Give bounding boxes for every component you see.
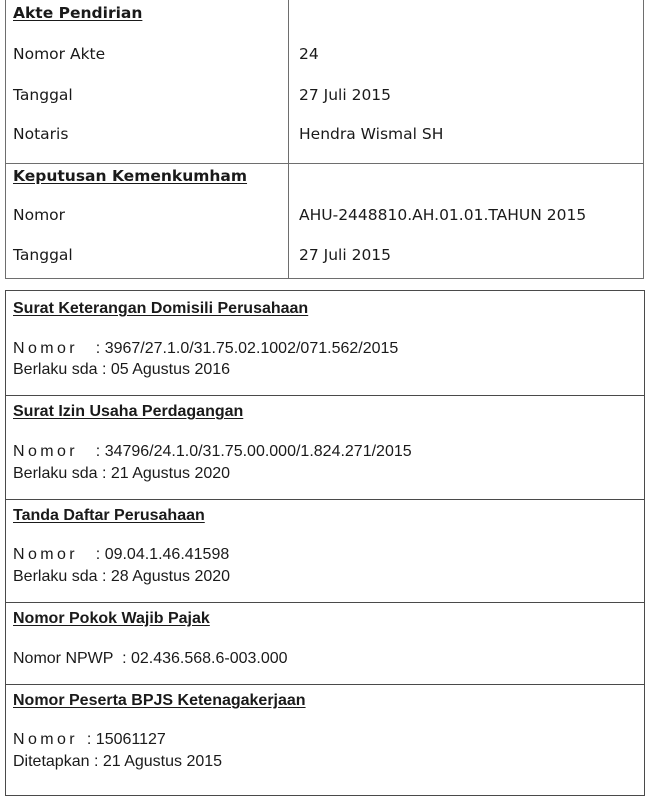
tdp-number-label: Nomor — [13, 546, 79, 563]
tdp-number-value: : 09.04.1.46.41598 — [95, 546, 230, 563]
skdp-validity: Berlaku sda : 05 Agustus 2016 — [13, 361, 231, 378]
npwp-number-value: : 02.436.568.6-003.000 — [122, 650, 288, 667]
row-divider — [6, 602, 644, 603]
akte-heading: Akte Pendirian — [13, 4, 143, 22]
row-divider — [6, 684, 644, 685]
row-divider — [6, 395, 644, 396]
siup-number-label: Nomor — [13, 443, 79, 460]
akte-value-tanggal: 27 Juli 2015 — [299, 86, 392, 104]
tdp-validity: Berlaku sda : 28 Agustus 2020 — [13, 568, 231, 585]
keputusan-label-nomor: Nomor — [13, 206, 66, 224]
akte-value-nomor: 24 — [299, 45, 319, 63]
tdp-heading: Tanda Daftar Perusahaan — [13, 507, 205, 524]
column-divider — [288, 0, 289, 278]
keputusan-label-tanggal: Tanggal — [13, 246, 73, 264]
siup-number-value: : 34796/24.1.0/31.75.00.000/1.824.271/2015 — [95, 443, 412, 460]
keputusan-value-nomor: AHU-2448810.AH.01.01.TAHUN 2015 — [299, 206, 587, 224]
akte-label-nomor: Nomor Akte — [13, 45, 106, 63]
bpjs-number-line — [13, 731, 166, 749]
npwp-number-line — [13, 650, 288, 668]
skdp-number-line — [13, 340, 398, 358]
siup-heading: Surat Izin Usaha Perdagangan — [13, 403, 244, 420]
permits-table — [5, 290, 645, 796]
row-divider — [6, 499, 644, 500]
npwp-number-label: Nomor NPWP — [13, 650, 114, 667]
npwp-heading: Nomor Pokok Wajib Pajak — [13, 610, 210, 627]
row-divider — [6, 163, 643, 164]
keputusan-heading: Keputusan Kemenkumham — [13, 167, 248, 185]
tdp-number-line — [13, 546, 229, 564]
siup-validity: Berlaku sda : 21 Agustus 2020 — [13, 465, 231, 482]
bpjs-number-label: Nomor — [13, 731, 79, 748]
bpjs-issued-date: Ditetapkan : 21 Agustus 2015 — [13, 753, 223, 770]
legal-info-table — [5, 0, 644, 279]
skdp-heading: Surat Keterangan Domisili Perusahaan — [13, 300, 309, 317]
keputusan-value-tanggal: 27 Juli 2015 — [299, 246, 392, 264]
skdp-number-label: Nomor — [13, 340, 79, 357]
bpjs-number-value: : 15061127 — [86, 731, 166, 748]
akte-label-notaris: Notaris — [13, 125, 69, 143]
siup-number-line — [13, 443, 412, 461]
bpjs-heading: Nomor Peserta BPJS Ketenagakerjaan — [13, 692, 306, 709]
akte-value-notaris: Hendra Wismal SH — [299, 125, 444, 143]
akte-label-tanggal: Tanggal — [13, 86, 73, 104]
skdp-number-value: : 3967/27.1.0/31.75.02.1002/071.562/2015 — [95, 340, 399, 357]
